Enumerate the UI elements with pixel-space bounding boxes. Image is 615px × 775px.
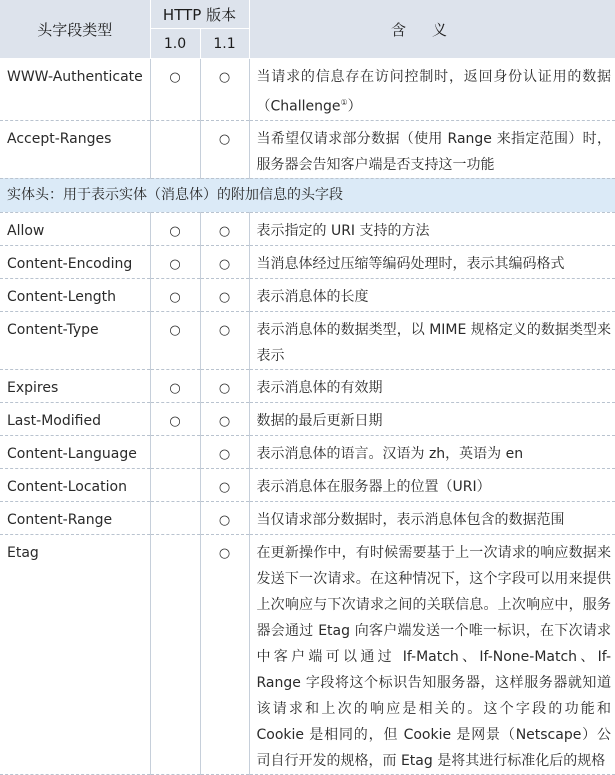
table-row xyxy=(0,369,615,402)
table-row xyxy=(0,435,615,468)
footnote-marker: ① xyxy=(340,98,348,107)
supported-circle-icon: ○ xyxy=(218,446,231,462)
table-row xyxy=(0,212,615,245)
supported-circle-icon: ○ xyxy=(218,479,231,495)
supported-circle-icon: ○ xyxy=(169,223,181,239)
v11-support xyxy=(200,245,249,278)
table-body xyxy=(0,59,615,775)
header-meaning: 表示消息体的长度 xyxy=(249,278,615,311)
table-row xyxy=(0,59,615,121)
v11-support xyxy=(200,212,249,245)
supported-circle-icon: ○ xyxy=(218,70,231,85)
header-name: Content-Range xyxy=(0,501,150,534)
header-meaning: 表示消息体的数据类型，以 MIME 规格定义的数据类型来表示 xyxy=(249,311,615,369)
header-meaning: 当消息体经过压缩等编码处理时，表示其编码格式 xyxy=(249,245,615,278)
supported-circle-icon: ○ xyxy=(218,322,231,338)
v10-support xyxy=(150,311,200,369)
v10-support xyxy=(150,402,200,435)
supported-circle-icon: ○ xyxy=(218,380,231,396)
col-header-version: HTTP 版本 xyxy=(150,0,249,29)
v11-support xyxy=(200,534,249,774)
header-name: Allow xyxy=(0,212,150,245)
supported-circle-icon: ○ xyxy=(218,413,231,429)
v10-support xyxy=(150,59,200,121)
v10-support xyxy=(150,468,200,501)
header-meaning: 当希望仅请求部分数据（使用 Range 来指定范围）时，服务器会告知客户端是否支持这一功能 xyxy=(249,120,615,178)
col-header-meaning: 含义 xyxy=(249,0,615,59)
v10-support xyxy=(150,501,200,534)
supported-circle-icon: ○ xyxy=(218,289,231,305)
supported-circle-icon: ○ xyxy=(169,256,181,272)
header-meaning: 在更新操作中，有时候需要基于上一次请求的响应数据来发送下一次请求。在这种情况下，这个字段可以用来提供上次响应与下次请求之间的关联信息。上次响应中，服务器会通过 Etag 向客户端发送一个唯一标识，在下次请求中客户端可以通过 If-Match、If-None-Match、If-Range 字段将这个标识告知服务器，这样服务器就知道该请求和上次的响应是相关的。这个字段的功能和 Cookie 是相同的，但 Cookie 是网景（Netscape）公司自行开发的规格，而 Etag 是将其进行标准化后的规格 xyxy=(249,534,615,774)
header-meaning: 当请求的信息存在访问控制时，返回身份认证用的数据（Challenge①） xyxy=(249,59,615,121)
table-header xyxy=(0,0,615,59)
v11-support xyxy=(200,120,249,178)
header-meaning: 表示消息体在服务器上的位置（URI） xyxy=(249,468,615,501)
table-row xyxy=(0,468,615,501)
table-row xyxy=(0,311,615,369)
v10-support xyxy=(150,212,200,245)
supported-circle-icon: ○ xyxy=(169,322,181,338)
supported-circle-icon: ○ xyxy=(169,70,181,85)
header-name: Content-Length xyxy=(0,278,150,311)
v11-support xyxy=(200,435,249,468)
v10-support xyxy=(150,534,200,774)
supported-circle-icon: ○ xyxy=(218,223,231,239)
supported-circle-icon: ○ xyxy=(218,131,231,147)
section-row xyxy=(0,178,615,212)
v11-support xyxy=(200,501,249,534)
table-row xyxy=(0,402,615,435)
supported-circle-icon: ○ xyxy=(169,413,181,429)
header-meaning: 当仅请求部分数据时，表示消息体包含的数据范围 xyxy=(249,501,615,534)
table-row xyxy=(0,120,615,178)
v10-support xyxy=(150,369,200,402)
header-name: Last-Modified xyxy=(0,402,150,435)
col-header-v11: 1.1 xyxy=(200,29,249,59)
supported-circle-icon: ○ xyxy=(169,380,181,396)
v10-support xyxy=(150,245,200,278)
col-header-v10: 1.0 xyxy=(150,29,200,59)
v10-support xyxy=(150,278,200,311)
v11-support xyxy=(200,402,249,435)
v10-support xyxy=(150,120,200,178)
v11-support xyxy=(200,59,249,121)
header-meaning: 数据的最后更新日期 xyxy=(249,402,615,435)
header-name: Expires xyxy=(0,369,150,402)
header-name: Content-Language xyxy=(0,435,150,468)
header-name: Etag xyxy=(0,534,150,774)
v11-support xyxy=(200,278,249,311)
supported-circle-icon: ○ xyxy=(218,256,231,272)
table-row xyxy=(0,245,615,278)
supported-circle-icon: ○ xyxy=(169,289,181,305)
header-name: Content-Encoding xyxy=(0,245,150,278)
header-meaning: 表示消息体的有效期 xyxy=(249,369,615,402)
v11-support xyxy=(200,369,249,402)
header-name: Content-Location xyxy=(0,468,150,501)
supported-circle-icon: ○ xyxy=(218,545,231,561)
header-name: Content-Type xyxy=(0,311,150,369)
section-label: 实体头：用于表示实体（消息体）的附加信息的头字段 xyxy=(0,178,615,212)
table-row xyxy=(0,534,615,774)
table-row xyxy=(0,501,615,534)
v10-support xyxy=(150,435,200,468)
header-name: WWW-Authenticate xyxy=(0,59,150,121)
col-header-type: 头字段类型 xyxy=(0,0,150,59)
v11-support xyxy=(200,311,249,369)
header-meaning: 表示消息体的语言。汉语为 zh，英语为 en xyxy=(249,435,615,468)
supported-circle-icon: ○ xyxy=(218,512,231,528)
v11-support xyxy=(200,468,249,501)
header-name: Accept-Ranges xyxy=(0,120,150,178)
table-row xyxy=(0,278,615,311)
header-meaning: 表示指定的 URI 支持的方法 xyxy=(249,212,615,245)
